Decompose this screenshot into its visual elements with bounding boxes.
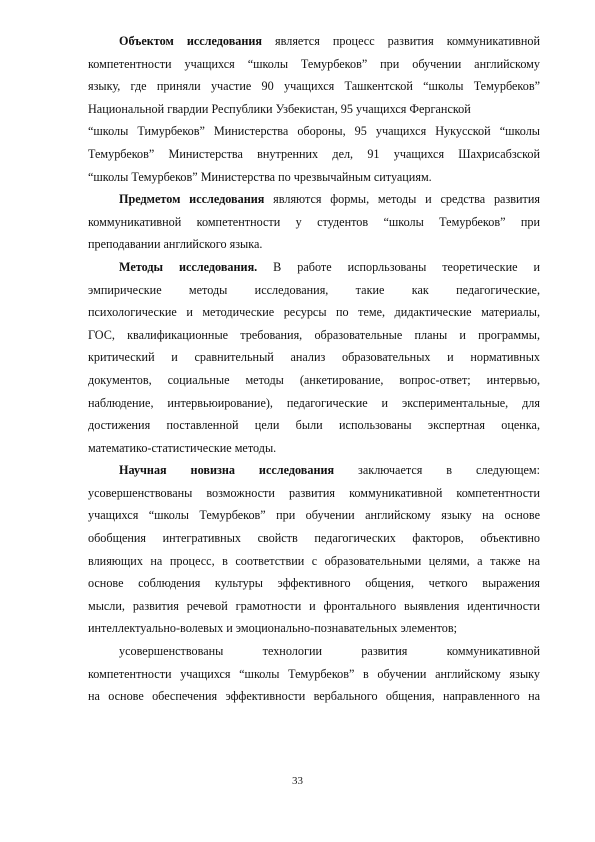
paragraph-line: эмпирические методы исследования, такие как педагогические,: [88, 282, 540, 297]
document-page: [88, 30, 540, 708]
object-heading: Объектом исследования: [119, 34, 263, 48]
paragraph-line: на основе обеспечения эффективности вербального общения, направленного на: [88, 689, 540, 704]
paragraph-line: наблюдение, интервьюирование), педагогические и экспериментальные, для: [88, 395, 540, 410]
paragraph-technology: [88, 640, 540, 708]
paragraph-line: критический и сравнительный анализ образовательных и нормативных: [88, 350, 540, 365]
paragraph-line: интеллектуально-волевых и эмоционально-познавательных элементов;: [88, 621, 458, 636]
paragraph-line: Темурбеков” Министерства внутренних дел, 91 учащихся Шахрисабзской: [88, 146, 540, 161]
paragraph-line: основе соблюдения культуры эффективного общения, четкого выражения: [88, 576, 540, 591]
line-text: являются формы, методы и средства развития: [264, 192, 540, 207]
paragraph-line: мысли, развития речевой грамотности и фронтального выявления идентичности: [88, 598, 540, 613]
paragraph-methods: [88, 256, 540, 459]
line-text: является процесс развития коммуникативной: [262, 34, 540, 48]
paragraph-line: “школы Тимурбеков” Министерства обороны, 95 учащихся Нукусской “школы: [88, 124, 540, 139]
paragraph-line: [88, 188, 540, 211]
paragraph-line: [88, 459, 540, 482]
paragraph-line: влияющих на процесс, в соответствии с образовательными целями, а также на: [88, 553, 540, 568]
line-text: заключается в следующем:: [334, 463, 541, 478]
paragraph-line: психологические и методические ресурсы по теме, дидактические материалы,: [88, 305, 540, 320]
paragraph-novelty: [88, 459, 540, 640]
paragraph-line: [88, 256, 540, 279]
paragraph-line: достижения поставленной цели были использованы экспертная оценка,: [88, 418, 540, 433]
page-number: 33: [292, 775, 303, 787]
paragraph-line: “школы Темурбеков” Министерства по чрезвычайным ситуациям.: [88, 169, 432, 184]
paragraph-line: компетентности учащихся “школы Темурбеков” в обучении английскому языку: [88, 666, 540, 681]
paragraph-line: языку, где приняли участие 90 учащихся Ташкентской “школы Темурбеков”: [88, 79, 540, 94]
paragraph-line: документов, социальные методы (анкетирование, вопрос-ответ; интервью,: [88, 372, 540, 387]
paragraph-object: [88, 30, 540, 188]
line-text: В работе испорльзованы теоретические и: [257, 259, 541, 274]
paragraph-line: усовершенствованы технологии развития коммуникативной: [119, 644, 540, 659]
paragraph-line: ГОС, квалификационные требования, образовательные планы и программы,: [88, 327, 540, 342]
novelty-heading: Научная новизна исследования: [119, 463, 335, 478]
paragraph-line: усовершенствованы возможности развития коммуникативной компетентности: [88, 485, 540, 500]
paragraph-line: коммуникативной компетентности у студентов “школы Темурбеков” при: [88, 214, 540, 229]
paragraph-line: [88, 30, 540, 53]
methods-heading: Методы исследования.: [119, 259, 258, 274]
subject-heading: Предметом исследования: [119, 192, 265, 207]
paragraph-line: обобщения интегративных свойств педагогических факторов, объективно: [88, 531, 540, 546]
paragraph-line: компетентности учащихся “школы Темурбеков” при обучении английскому: [88, 56, 540, 71]
paragraph-line: учащихся “школы Темурбеков” при обучении английскому языку на основе: [88, 508, 540, 523]
paragraph-line: Национальной гвардии Республики Узбекистан, 95 учащихся Ферганской: [88, 101, 471, 116]
paragraph-line: преподавании английского языка.: [88, 237, 263, 252]
paragraph-line: математико-статистические методы.: [88, 440, 277, 455]
paragraph-subject: [88, 188, 540, 256]
